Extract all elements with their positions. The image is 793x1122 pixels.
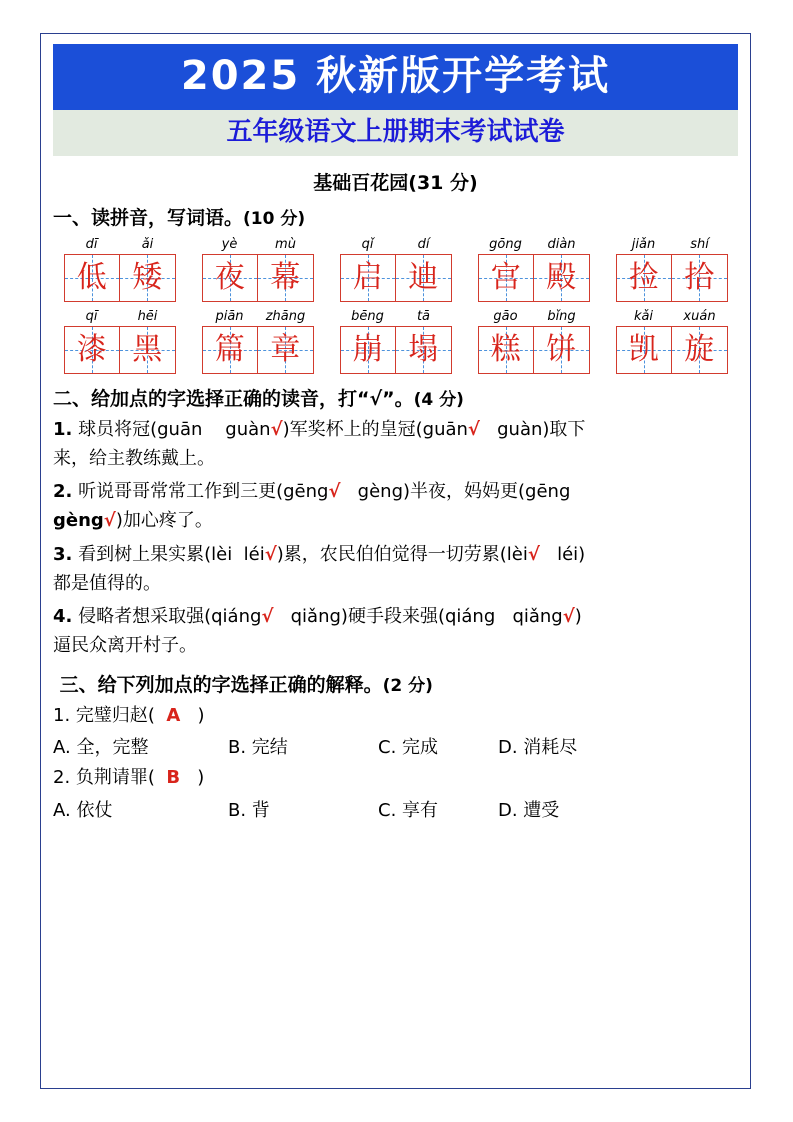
question-1-points: (10 分)	[243, 208, 306, 229]
item-text: )	[197, 705, 205, 727]
pinyin-row-1	[53, 236, 738, 302]
option-b[interactable]: B. 完结	[228, 737, 288, 759]
item-text: 球员将冠(guān	[78, 418, 203, 440]
answer-char: 章	[270, 331, 301, 367]
answer-char: 旋	[684, 331, 715, 367]
pinyin-label: diàn	[547, 236, 576, 252]
question-3-item-1-stem	[53, 701, 738, 730]
question-3-label: 三、给下列加点的字选择正确的解释。	[59, 674, 383, 697]
item-text: 听说哥哥常常工作到三更(gēng	[78, 481, 329, 503]
question-3-heading	[53, 670, 738, 697]
item-text-line2: 来，给主教练戴上。	[53, 448, 215, 470]
item-text-line2: )加心疼了。	[115, 510, 213, 532]
item-text: )	[574, 605, 582, 627]
option-c[interactable]: C. 享有	[378, 799, 439, 821]
answer-char: 幕	[270, 259, 301, 295]
question-3-item-2-options	[53, 796, 738, 822]
tianzige-box[interactable]	[616, 326, 728, 374]
option-d[interactable]: D. 消耗尽	[498, 737, 578, 759]
item-text-line2: 逼民众离开村子。	[53, 635, 197, 657]
pinyin-label: qǐ	[361, 236, 374, 252]
answer-char: 饼	[546, 331, 577, 367]
pinyin-group	[202, 236, 314, 302]
answer-char: 凯	[628, 331, 659, 367]
item-text: 看到树上果实累(lèi	[78, 543, 233, 565]
pinyin-group	[64, 308, 176, 374]
item-text: qiǎng)硬手段来强(qiáng	[290, 605, 496, 627]
answer-char: 漆	[76, 331, 107, 367]
pinyin-label: piān	[215, 308, 244, 324]
pinyin-label: gāo	[493, 308, 518, 324]
item-text: )军奖杯上的皇冠(guān	[282, 418, 468, 440]
answer-char: 启	[352, 259, 383, 295]
item-option[interactable]: gèng	[53, 510, 104, 532]
pinyin-label: tā	[416, 308, 431, 324]
pinyin-label: gōng	[489, 236, 522, 252]
pinyin-group	[202, 308, 314, 374]
item-text: guàn)取下	[497, 418, 586, 440]
pinyin-group	[340, 236, 452, 302]
pinyin-label: bǐng	[547, 308, 576, 324]
check-mark: √	[264, 543, 277, 565]
question-2-heading	[53, 384, 738, 411]
question-3-item-1-options	[53, 733, 738, 759]
check-mark: √	[328, 481, 341, 503]
check-mark: √	[527, 543, 540, 565]
answer-char: 拾	[684, 259, 715, 295]
answer-char: 宫	[490, 259, 521, 295]
tianzige-box[interactable]	[478, 326, 590, 374]
item-number: 2.	[53, 481, 73, 503]
tianzige-box[interactable]	[340, 326, 452, 374]
question-2-item-2	[53, 477, 738, 535]
tianzige-box[interactable]	[64, 254, 176, 302]
pinyin-label: bēng	[351, 308, 384, 324]
check-mark: √	[103, 510, 116, 532]
answer-blank[interactable]: A	[166, 705, 181, 727]
item-number: 4.	[53, 605, 73, 627]
item-text: gèng)半夜，妈妈更(gēng	[357, 481, 571, 503]
option-a[interactable]: A. 全，完整	[53, 737, 149, 759]
answer-char: 矮	[132, 259, 163, 295]
option-c[interactable]: C. 完成	[378, 737, 439, 759]
answer-char: 糕	[490, 331, 521, 367]
question-2-item-4	[53, 602, 738, 660]
pinyin-group	[616, 236, 728, 302]
question-3-item-2-stem	[53, 763, 738, 792]
check-mark: √	[270, 418, 283, 440]
question-2-points: (4 分)	[413, 389, 464, 410]
check-mark: √	[261, 605, 274, 627]
option-d[interactable]: D. 遭受	[498, 799, 560, 821]
item-text: 侵略者想采取强(qiáng	[78, 605, 262, 627]
item-text: )累，农民伯伯觉得一切劳累(lèi	[276, 543, 528, 565]
option-a[interactable]: A. 依仗	[53, 799, 113, 821]
pinyin-group	[616, 308, 728, 374]
answer-char: 黑	[132, 331, 163, 367]
pinyin-label: yè	[221, 236, 238, 252]
pinyin-label: mù	[275, 236, 296, 252]
pinyin-label: dí	[417, 236, 430, 252]
pinyin-group	[478, 236, 590, 302]
tianzige-box[interactable]	[478, 254, 590, 302]
answer-char: 殿	[546, 259, 577, 295]
pinyin-label: hēi	[137, 308, 158, 324]
question-1-heading	[53, 203, 738, 230]
page-banner-subtitle: 五年级语文上册期末考试试卷	[53, 110, 738, 156]
pinyin-label: zhāng	[265, 308, 306, 324]
pinyin-label: jiǎn	[631, 236, 656, 252]
item-text: léi)	[557, 543, 586, 565]
pinyin-label: xuán	[683, 308, 716, 324]
tianzige-box[interactable]	[64, 326, 176, 374]
pinyin-label: kǎi	[633, 308, 654, 324]
pinyin-label: shí	[690, 236, 709, 252]
item-text: 1. 完璧归赵(	[53, 705, 155, 727]
tianzige-box[interactable]	[202, 326, 314, 374]
question-3-points: (2 分)	[382, 676, 433, 697]
answer-char: 崩	[352, 331, 383, 367]
item-text-line2: 都是值得的。	[53, 572, 161, 594]
section-title: 基础百花园(31 分)	[313, 171, 478, 194]
tianzige-box[interactable]	[340, 254, 452, 302]
pinyin-group	[478, 308, 590, 374]
pinyin-label: ǎi	[141, 236, 154, 252]
item-option[interactable]: guàn	[225, 418, 271, 440]
page-banner-title: 2025 秋新版开学考试	[53, 44, 738, 110]
item-option[interactable]: qiǎng	[512, 605, 563, 627]
question-2-item-3	[53, 540, 738, 598]
pinyin-group	[340, 308, 452, 374]
exam-page	[40, 33, 751, 1089]
pinyin-label: dī	[85, 236, 98, 252]
option-b[interactable]: B. 背	[228, 799, 270, 821]
question-2-item-1	[53, 415, 738, 473]
answer-char: 夜	[214, 259, 245, 295]
tianzige-box[interactable]	[202, 254, 314, 302]
answer-char: 篇	[214, 331, 245, 367]
pinyin-label: qī	[85, 308, 98, 324]
tianzige-box[interactable]	[616, 254, 728, 302]
answer-char: 低	[76, 259, 107, 295]
pinyin-group	[64, 236, 176, 302]
check-mark: √	[562, 605, 575, 627]
answer-char: 迪	[408, 259, 439, 295]
answer-blank[interactable]: B	[166, 767, 181, 789]
item-number: 1.	[53, 418, 73, 440]
item-text: )	[197, 767, 205, 789]
question-2-label: 二、给加点的字选择正确的读音，打“√”。	[53, 387, 414, 410]
item-number: 3.	[53, 543, 73, 565]
question-1-label: 一、读拼音，写词语。	[53, 206, 244, 229]
answer-char: 捡	[628, 259, 659, 295]
check-mark: √	[467, 418, 480, 440]
pinyin-row-2	[53, 308, 738, 374]
answer-char: 塌	[408, 331, 439, 367]
item-text: 2. 负荆请罪(	[53, 767, 155, 789]
item-option[interactable]: léi	[243, 543, 265, 565]
